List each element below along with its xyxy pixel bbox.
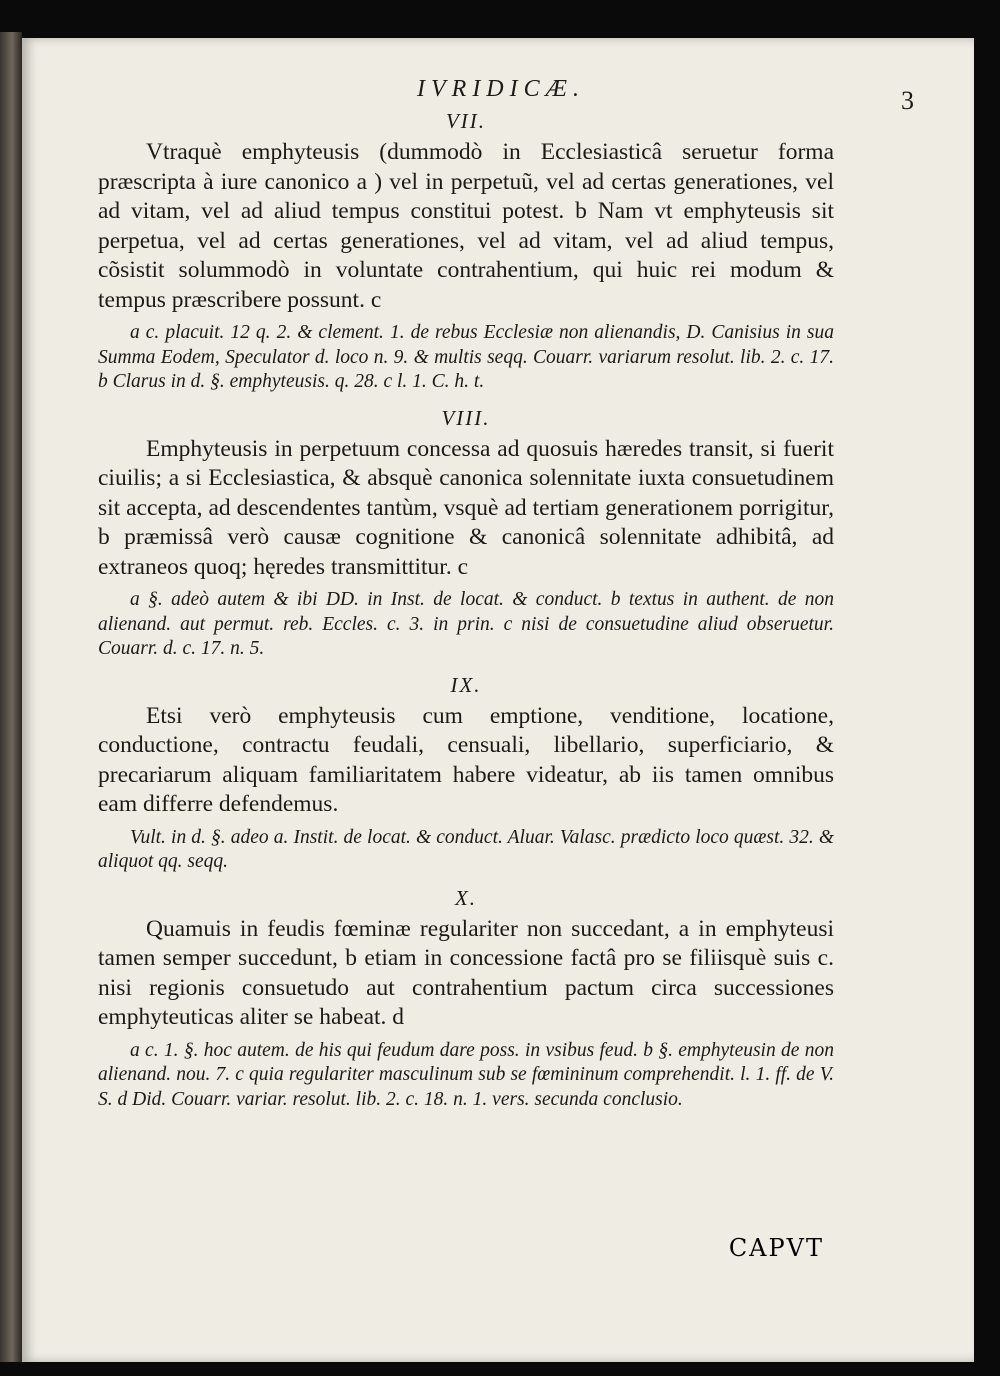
section-note: Vult. in d. §. adeo a. Instit. de locat. & conduct. Aluar. Valasc. prædicto loco quæst. 32. & aliquot qq. seqq. <box>98 826 834 872</box>
running-head: IVRIDICÆ. <box>417 76 585 102</box>
section-note: a c. placuit. 12 q. 2. & clement. 1. de rebus Ecclesiæ non alienandis, D. Canisius in sua Summa Eodem, Speculator d. loco n. 9. & multis seqq. Couarr. variarum resolut. lib. 2. c. 17. b Clarus in d. §. emphyteusis. q. 28. c l. 1. C. h. t. <box>98 322 834 392</box>
section-text: Etsi verò emphyteusis cum emptione, venditione, locatione, conductione, contractu feudali, censuali, libellario, superficiario, & precariarum aliquam familiaritatem habere videatur, ab iis tamen omnibus eam differre defendemus. <box>98 702 834 817</box>
book-spine-edge <box>0 32 22 1362</box>
section-text: Vtraquè emphyteusis (dummodò in Ecclesiasticâ seruetur forma præscripta à iure canonico a ) vel in perpetuũ, vel ad certas generationes, vel ad vitam, vel ad aliud tempus constitui potest. b Nam vt emphyteusis sit perpetua, vel ad certas generationes, vel ad vitam, vel ad aliud tempus, cõsistit solummodò in voluntate contrahentium, qui huic rei modum & tempus præscribere possunt. c <box>98 139 834 313</box>
page-number: 3 <box>901 86 914 115</box>
section-text: Quamuis in feudis fœminæ regulariter non succedant, a in emphyteusi tamen semper succedunt, b etiam in concessione factâ pro se filiisquè suis c. nisi regionis consuetudo aut contrahentium pactum circa successiones emphyteuticas aliter se habeat. d <box>98 915 834 1030</box>
section-note: a c. 1. §. hoc autem. de his qui feudum dare poss. in vsibus feud. b §. emphyteusin de non alienand. nou. 7. c quia regulariter masculinum sub se fœmininum comprehendit. l. 1. ff. de V. S. d Did. Couarr. variar. resolut. lib. 2. c. 18. n. 1. vers. secunda conclusio. <box>98 1039 834 1110</box>
section-numeral: X. <box>454 885 478 910</box>
section-note: a §. adeò autem & ibi DD. in Inst. de locat. & conduct. b textus in authent. de non alienand. aut permut. reb. Eccles. c. 3. in prin. c nisi de consuetudine aliud obseruetur. Couarr. d. c. 17. n. 5. <box>98 589 834 659</box>
book-page <box>22 38 974 1362</box>
section-ix <box>98 672 834 875</box>
section-numeral: IX. <box>450 672 482 697</box>
section-text: Emphyteusis in perpetuum concessa ad quosuis hæredes transit, si fuerit ciuilis; a si Ecclesiastica, & absquè canonica solennitate iuxta consuetudinem sit accepta, ad descendentes tantùm, vsquè ad tertiam generationem porrigitur, b præmissâ verò causæ cognitione & canonicâ solennitate adhibitâ, ad extraneos quoq; hęredes transmittitur. c <box>98 435 834 580</box>
page-content <box>98 76 834 1122</box>
section-vii <box>98 108 834 395</box>
catchword: CAPVT <box>728 1234 824 1262</box>
section-viii <box>98 405 834 662</box>
section-x <box>98 885 834 1113</box>
section-numeral: VIII. <box>441 405 491 430</box>
section-numeral: VII. <box>445 109 487 133</box>
